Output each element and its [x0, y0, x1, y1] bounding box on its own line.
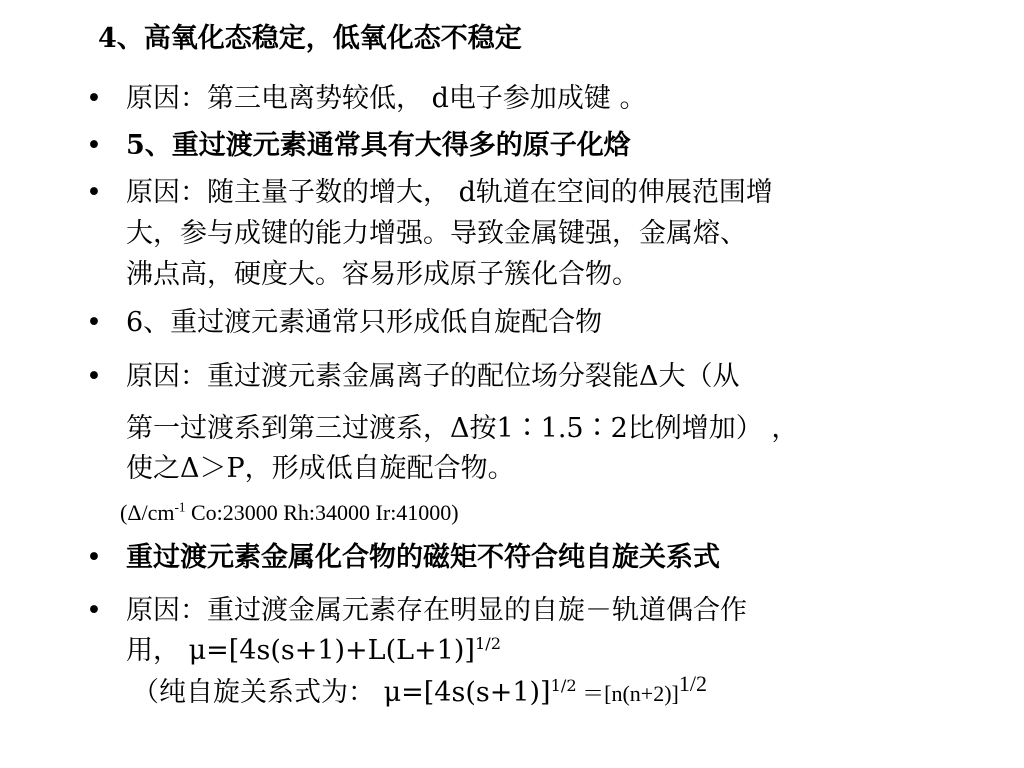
- splitting-numbers: Co:23000 Rh:34000 Ir:41000): [185, 500, 459, 525]
- unit-exponent: -1: [174, 499, 186, 515]
- reason-text-line: 使之Δ＞P，形成低自旋配合物。: [126, 453, 515, 484]
- reason-text-line: 沸点高，硬度大。容易形成原子簇化合物。: [126, 259, 639, 290]
- formula-text: ＝[n(n+2)]: [576, 681, 679, 706]
- bullet-icon: •: [86, 361, 102, 392]
- splitting-values: [120, 496, 459, 530]
- formula-exponent: 1/2: [550, 676, 577, 695]
- formula-text: 用， μ=[4s(s+1)+L(L+1)]: [126, 635, 475, 666]
- splitting-label: (Δ/cm: [120, 500, 175, 525]
- reason-text-line: 第一过渡系到第三过渡系，Δ按1∶1.5∶2比例增加） ，: [126, 413, 799, 444]
- formula-line: [132, 671, 707, 711]
- heading-text-content: 6、重过渡元素通常只形成低自旋配合物: [126, 307, 603, 338]
- formula-line: [126, 634, 501, 668]
- bullet-icon: •: [86, 542, 102, 573]
- slide-title: 4、高氧化态稳定，低氧化态不稳定: [98, 23, 522, 54]
- reason-text: 原因：随主量子数的增大， d轨道在空间的伸展范围增: [126, 177, 773, 208]
- bullet-icon: •: [86, 307, 102, 338]
- bullet-icon: •: [86, 83, 102, 114]
- formula-exponent: 1/2: [474, 634, 501, 653]
- heading-text: 重过渡元素金属化合物的磁矩不符合纯自旋关系式: [126, 542, 720, 573]
- formula-text: （纯自旋关系式为： μ=[4s(s+1)]: [132, 677, 551, 708]
- reason-text: 原因：第三电离势较低， d电子参加成键 。: [126, 83, 647, 114]
- heading-text: 5、重过渡元素通常具有大得多的原子化焓: [126, 130, 631, 161]
- reason-text-line: 大，参与成键的能力增强。导致金属键强，金属熔、: [126, 218, 747, 249]
- reason-text: 原因：重过渡元素金属离子的配位场分裂能Δ大（从: [126, 361, 740, 392]
- bullet-icon: •: [86, 130, 102, 161]
- reason-text: 原因：重过渡金属元素存在明显的自旋－轨道偶合作: [126, 595, 747, 626]
- heading-text: [126, 306, 602, 340]
- formula-exponent: 1/2: [678, 671, 707, 696]
- bullet-icon: •: [86, 595, 102, 626]
- bullet-icon: •: [86, 177, 102, 208]
